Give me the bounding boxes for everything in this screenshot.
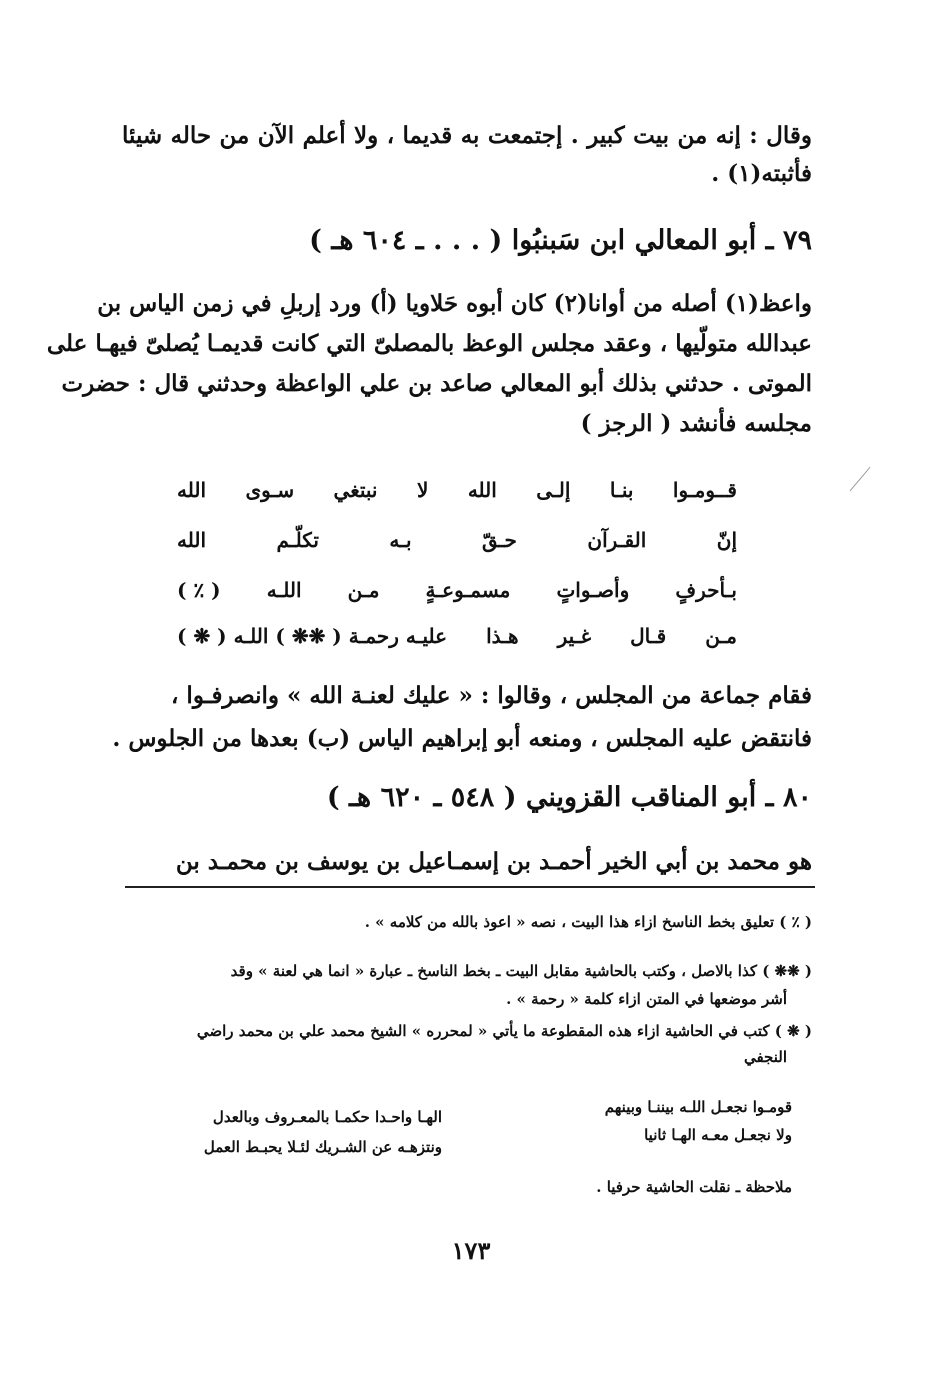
margin-verse-2b: ونتزهـه عن الشـريك لئـلا يحبـط العمل bbox=[203, 1138, 442, 1156]
verse-line-1 bbox=[177, 478, 737, 502]
verse-word: القـرآن bbox=[587, 528, 647, 552]
verse-word: الله bbox=[177, 528, 207, 552]
intro-line-1: وقال : إنه من بيت كبير . إجتمعت به قديما ، ولا أعلم الآن من حاله شيئا bbox=[122, 122, 812, 149]
footnote-separator bbox=[125, 886, 815, 888]
verse-word: عليـه رحمـة ( ❋❋ ) اللـه ( ❋ ) bbox=[177, 624, 448, 648]
margin-verse-1a: قومـوا نجعـل اللـه بيننـا وبينهم bbox=[604, 1098, 792, 1116]
verse-word: نبتغي bbox=[333, 478, 378, 502]
margin-verse-1b: الهـا واحـدا حكمـا بالمعـروف وبالعدل bbox=[212, 1108, 442, 1126]
verse-word: ( ٪ ) bbox=[177, 578, 221, 602]
entry-79-heading: ٧٩ ـ أبو المعالي ابن سَبنبُوا ( . . . ـ ٦٠٤ هـ ) bbox=[309, 225, 812, 256]
verse-word: مـن bbox=[705, 624, 737, 648]
margin-note: ملاحظة ـ نقلت الحاشية حرفيا . bbox=[596, 1178, 792, 1196]
after-poem-line-1: فقام جماعة من المجلس ، وقالوا : « عليك لعنـة الله » وانصرفـوا ، bbox=[171, 682, 812, 709]
verse-word: الله bbox=[177, 478, 207, 502]
verse-word: وأصـواتٍ bbox=[556, 578, 630, 602]
scan-mark-icon bbox=[848, 465, 876, 493]
verse-word: غـير bbox=[557, 624, 592, 648]
entry-79-line-3: الموتى . حدثني بذلك أبو المعالي صاعد بن علي الواعظة وحدثني قال : حضرت bbox=[61, 370, 812, 397]
entry-79-line-2: عبدالله متولّيها ، وعقد مجلس الوعظ بالمصلىّ التي كانت قديمـا يُصلىّ فيهـا على bbox=[46, 330, 812, 357]
footnote-3-line-2: النجفي bbox=[743, 1048, 787, 1066]
margin-verse-2a: ولا نجعـل معـه الهـا ثانيا bbox=[644, 1126, 792, 1144]
verse-word: بنـا bbox=[609, 478, 634, 502]
verse-word: تكلّـم bbox=[276, 528, 319, 552]
verse-word: إلـى bbox=[536, 478, 571, 502]
verse-word: قــومـوا bbox=[672, 478, 737, 502]
verse-word: إنّ bbox=[716, 528, 737, 552]
verse-word: بـأحرفٍ bbox=[675, 578, 737, 602]
intro-line-2: فأثبته(١) . bbox=[711, 160, 812, 187]
entry-80-heading: ٨٠ ـ أبو المناقب القزويني ( ٥٤٨ ـ ٦٢٠ هـ ) bbox=[326, 782, 812, 813]
after-poem-line-2: فانتقض عليه المجلس ، ومنعه أبو إبراهيم الياس (ب) بعدها من الجلوس . bbox=[112, 725, 812, 752]
verse-line-3 bbox=[177, 578, 737, 602]
verse-word: هـذا bbox=[486, 624, 519, 648]
verse-word: مسمـوعـةٍ bbox=[425, 578, 511, 602]
footnote-2-line-2: أشر موضعها في المتن ازاء كلمة « رحمة » . bbox=[506, 990, 787, 1008]
verse-word: مـن bbox=[347, 578, 380, 602]
footnote-2-line-1: ( ❋❋ ) كذا بالاصل ، وكتب بالحاشية مقابل البيت ـ بخط الناسخ ـ عبارة « انما هي لعنة » وقد bbox=[230, 962, 812, 980]
verse-word: لا bbox=[416, 478, 429, 502]
verse-word: سـوى bbox=[245, 478, 295, 502]
verse-word: قـال bbox=[630, 624, 667, 648]
page-number: ١٧٣ bbox=[451, 1236, 491, 1265]
verse-word: بـه bbox=[389, 528, 412, 552]
verse-word: الله bbox=[467, 478, 497, 502]
verse-word: حـقّ bbox=[482, 528, 517, 552]
entry-79-line-1: واعظ(١) أصله من أوانا(٢) كان أبوه حَلاويا (أ) ورد إربلِ في زمن الياس بن bbox=[97, 290, 812, 317]
footnote-1: ( ٪ ) تعليق بخط الناسخ ازاء هذا البيت ، نصه « اعوذ بالله من كلامه » . bbox=[364, 913, 812, 931]
verse-line-2 bbox=[177, 528, 737, 552]
verse-line-4 bbox=[177, 624, 737, 648]
entry-80-line-1: هو محمد بن أبي الخير أحمـد بن إسمـاعيل بن يوسف بن محمـد بن bbox=[175, 848, 812, 875]
footnote-3-line-1: ( ❋ ) كتب في الحاشية ازاء هذه المقطوعة ما يأتي « لمحرره » الشيخ محمد علي بن محمد راضي bbox=[196, 1022, 812, 1040]
entry-79-line-4: مجلسه فأنشد ( الرجز ) bbox=[580, 410, 812, 437]
verse-word: اللـه bbox=[266, 578, 302, 602]
